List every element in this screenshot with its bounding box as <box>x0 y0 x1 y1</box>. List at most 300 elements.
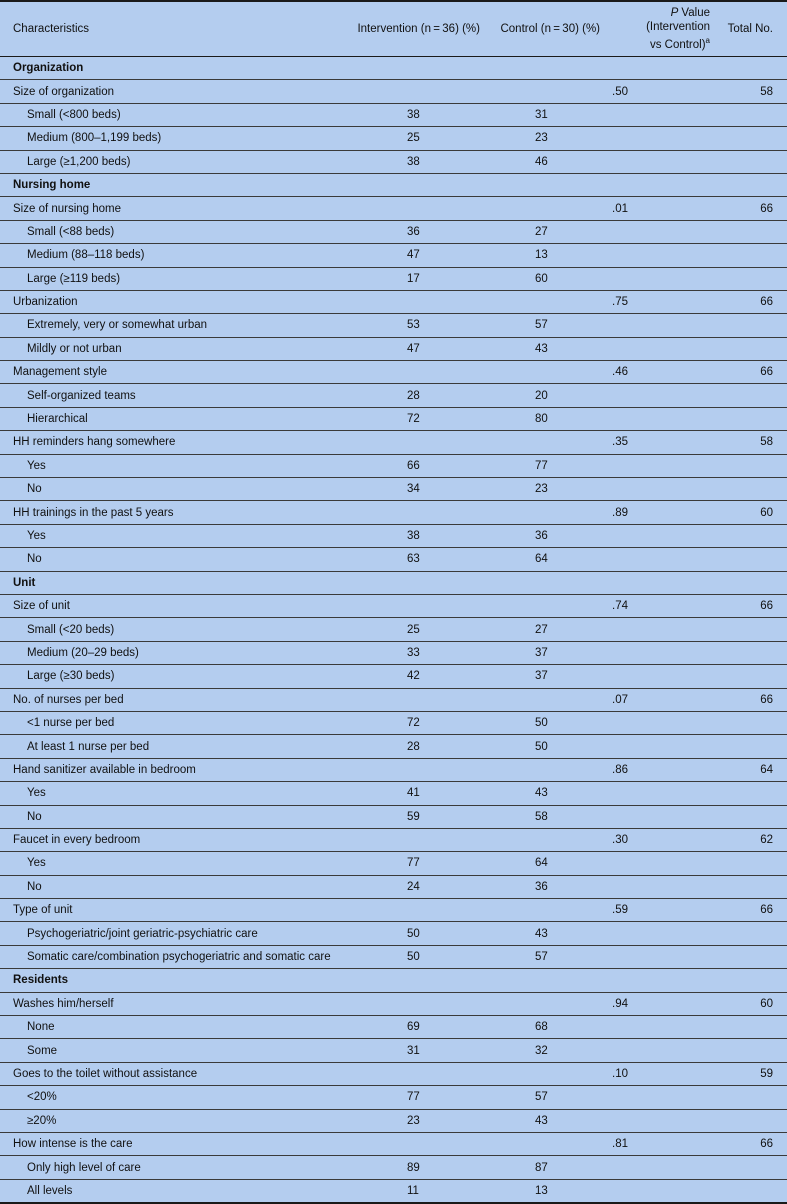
control-value: 58 <box>484 805 604 828</box>
control-value: 60 <box>484 267 604 290</box>
table-row <box>0 758 787 781</box>
row-label: Hierarchical <box>0 407 344 430</box>
intervention-value <box>344 758 484 781</box>
total-value: 64 <box>718 758 787 781</box>
p-value <box>604 805 718 828</box>
p-value <box>604 1179 718 1203</box>
table-row <box>0 150 787 173</box>
row-label: Medium (88–118 beds) <box>0 244 344 267</box>
table-row <box>0 1086 787 1109</box>
row-label: Type of unit <box>0 899 344 922</box>
control-value: 57 <box>484 1086 604 1109</box>
control-value: 36 <box>484 524 604 547</box>
p-value <box>604 1086 718 1109</box>
row-label: Large (≥119 beds) <box>0 267 344 290</box>
p-value <box>604 969 718 992</box>
control-value: 23 <box>484 127 604 150</box>
table-row <box>0 431 787 454</box>
total-value <box>718 641 787 664</box>
table-row <box>0 805 787 828</box>
row-label: Goes to the toilet without assistance <box>0 1062 344 1085</box>
p-value <box>604 875 718 898</box>
table-row <box>0 1062 787 1085</box>
header-p-rest-2: vs Control) <box>649 38 706 51</box>
table-row <box>0 80 787 103</box>
total-value <box>718 711 787 734</box>
total-value <box>718 314 787 337</box>
intervention-value: 50 <box>344 922 484 945</box>
table-row <box>0 244 787 267</box>
control-value <box>484 992 604 1015</box>
row-label: Organization <box>0 57 344 80</box>
intervention-value <box>344 290 484 313</box>
header-p-value <box>604 1 718 57</box>
intervention-value: 69 <box>344 1016 484 1039</box>
control-value: 50 <box>484 711 604 734</box>
intervention-value: 59 <box>344 805 484 828</box>
total-value <box>718 1179 787 1203</box>
table-row <box>0 384 787 407</box>
total-value: 59 <box>718 1062 787 1085</box>
control-value: 46 <box>484 150 604 173</box>
total-value <box>718 1109 787 1132</box>
table-row <box>0 1039 787 1062</box>
row-label: No <box>0 875 344 898</box>
p-value: .30 <box>604 828 718 851</box>
intervention-value: 11 <box>344 1179 484 1203</box>
row-label: No <box>0 478 344 501</box>
total-value <box>718 478 787 501</box>
total-value <box>718 150 787 173</box>
table-row <box>0 548 787 571</box>
p-value <box>604 665 718 688</box>
table-row <box>0 524 787 547</box>
row-label: How intense is the care <box>0 1132 344 1155</box>
header-control: Control (n = 30) (%) <box>484 1 604 57</box>
p-value <box>604 711 718 734</box>
p-value <box>604 173 718 196</box>
header-total: Total No. <box>718 1 787 57</box>
table-row <box>0 103 787 126</box>
p-value: .59 <box>604 899 718 922</box>
row-label: HH trainings in the past 5 years <box>0 501 344 524</box>
intervention-value: 50 <box>344 945 484 968</box>
control-value: 57 <box>484 314 604 337</box>
row-label: Yes <box>0 782 344 805</box>
control-value <box>484 361 604 384</box>
intervention-value <box>344 501 484 524</box>
table-row <box>0 454 787 477</box>
row-label: ≥20% <box>0 1109 344 1132</box>
table-row <box>0 1109 787 1132</box>
p-value: .75 <box>604 290 718 313</box>
total-value <box>718 735 787 758</box>
control-value: 50 <box>484 735 604 758</box>
control-value <box>484 57 604 80</box>
control-value: 80 <box>484 407 604 430</box>
intervention-value: 17 <box>344 267 484 290</box>
total-value <box>718 805 787 828</box>
total-value <box>718 665 787 688</box>
row-label: <20% <box>0 1086 344 1109</box>
control-value <box>484 1132 604 1155</box>
table-row <box>0 992 787 1015</box>
intervention-value: 41 <box>344 782 484 805</box>
intervention-value: 34 <box>344 478 484 501</box>
intervention-value: 66 <box>344 454 484 477</box>
intervention-value: 42 <box>344 665 484 688</box>
control-value: 27 <box>484 220 604 243</box>
control-value: 43 <box>484 1109 604 1132</box>
total-value: 66 <box>718 361 787 384</box>
intervention-value <box>344 828 484 851</box>
total-value <box>718 1086 787 1109</box>
row-label: Hand sanitizer available in bedroom <box>0 758 344 781</box>
intervention-value: 38 <box>344 103 484 126</box>
intervention-value: 24 <box>344 875 484 898</box>
table-row <box>0 1016 787 1039</box>
table-row <box>0 220 787 243</box>
row-label: No <box>0 548 344 571</box>
intervention-value <box>344 899 484 922</box>
p-value <box>604 267 718 290</box>
row-label: Size of nursing home <box>0 197 344 220</box>
table-row <box>0 127 787 150</box>
p-value: .01 <box>604 197 718 220</box>
p-value <box>604 244 718 267</box>
table-row <box>0 197 787 220</box>
control-value: 27 <box>484 618 604 641</box>
total-value <box>718 945 787 968</box>
row-label: At least 1 nurse per bed <box>0 735 344 758</box>
p-value <box>604 945 718 968</box>
control-value <box>484 899 604 922</box>
p-value <box>604 1039 718 1062</box>
control-value: 64 <box>484 852 604 875</box>
p-value <box>604 103 718 126</box>
p-value <box>604 1109 718 1132</box>
control-value: 37 <box>484 665 604 688</box>
control-value: 36 <box>484 875 604 898</box>
total-value: 66 <box>718 594 787 617</box>
p-value: .89 <box>604 501 718 524</box>
intervention-value: 28 <box>344 735 484 758</box>
p-value <box>604 735 718 758</box>
control-value <box>484 828 604 851</box>
intervention-value <box>344 1062 484 1085</box>
intervention-value: 63 <box>344 548 484 571</box>
total-value <box>718 103 787 126</box>
total-value <box>718 524 787 547</box>
intervention-value: 47 <box>344 244 484 267</box>
table-row <box>0 501 787 524</box>
row-label: Psychogeriatric/joint geriatric-psychiatric care <box>0 922 344 945</box>
total-value <box>718 1039 787 1062</box>
table-row <box>0 314 787 337</box>
p-value: .46 <box>604 361 718 384</box>
p-value <box>604 922 718 945</box>
control-value: 43 <box>484 782 604 805</box>
total-value: 66 <box>718 899 787 922</box>
total-value <box>718 173 787 196</box>
table-row <box>0 922 787 945</box>
control-value <box>484 197 604 220</box>
section-row <box>0 969 787 992</box>
total-value: 58 <box>718 80 787 103</box>
row-label: Residents <box>0 969 344 992</box>
row-label: Small (<800 beds) <box>0 103 344 126</box>
control-value: 43 <box>484 922 604 945</box>
total-value <box>718 57 787 80</box>
table-row <box>0 618 787 641</box>
row-label: Nursing home <box>0 173 344 196</box>
intervention-value <box>344 594 484 617</box>
header-characteristics: Characteristics <box>0 1 344 57</box>
row-label: No. of nurses per bed <box>0 688 344 711</box>
p-value: .86 <box>604 758 718 781</box>
table-row <box>0 1156 787 1179</box>
total-value <box>718 384 787 407</box>
total-value <box>718 1016 787 1039</box>
row-label: Size of organization <box>0 80 344 103</box>
table-row <box>0 361 787 384</box>
intervention-value <box>344 992 484 1015</box>
row-label: Urbanization <box>0 290 344 313</box>
total-value <box>718 337 787 360</box>
total-value <box>718 571 787 594</box>
p-value <box>604 548 718 571</box>
total-value <box>718 782 787 805</box>
row-label: Medium (20–29 beds) <box>0 641 344 664</box>
control-value: 37 <box>484 641 604 664</box>
control-value: 23 <box>484 478 604 501</box>
control-value: 13 <box>484 244 604 267</box>
total-value: 62 <box>718 828 787 851</box>
intervention-value: 72 <box>344 711 484 734</box>
row-label: HH reminders hang somewhere <box>0 431 344 454</box>
p-value <box>604 150 718 173</box>
row-label: Medium (800–1,199 beds) <box>0 127 344 150</box>
header-intervention: Intervention (n = 36) (%) <box>344 1 484 57</box>
p-value <box>604 618 718 641</box>
table-row <box>0 337 787 360</box>
table-row <box>0 688 787 711</box>
table-row <box>0 267 787 290</box>
p-value <box>604 641 718 664</box>
row-label: Only high level of care <box>0 1156 344 1179</box>
control-value <box>484 758 604 781</box>
total-value <box>718 875 787 898</box>
control-value: 68 <box>484 1016 604 1039</box>
p-value: .94 <box>604 992 718 1015</box>
row-label: Some <box>0 1039 344 1062</box>
total-value <box>718 127 787 150</box>
p-value <box>604 220 718 243</box>
p-value <box>604 571 718 594</box>
intervention-value: 77 <box>344 852 484 875</box>
control-value <box>484 431 604 454</box>
intervention-value: 47 <box>344 337 484 360</box>
section-row <box>0 57 787 80</box>
table-row <box>0 828 787 851</box>
control-value <box>484 688 604 711</box>
control-value <box>484 290 604 313</box>
total-value: 60 <box>718 501 787 524</box>
p-value <box>604 782 718 805</box>
p-value <box>604 1016 718 1039</box>
p-value <box>604 337 718 360</box>
row-label: Large (≥1,200 beds) <box>0 150 344 173</box>
p-value: .07 <box>604 688 718 711</box>
table-row <box>0 782 787 805</box>
total-value <box>718 220 787 243</box>
row-label: Yes <box>0 852 344 875</box>
p-value: .50 <box>604 80 718 103</box>
row-label: Faucet in every bedroom <box>0 828 344 851</box>
p-value: .74 <box>604 594 718 617</box>
table-row <box>0 594 787 617</box>
control-value <box>484 571 604 594</box>
table-header <box>0 1 787 57</box>
intervention-value: 33 <box>344 641 484 664</box>
table-row <box>0 478 787 501</box>
table-row <box>0 711 787 734</box>
total-value: 58 <box>718 431 787 454</box>
intervention-value: 53 <box>344 314 484 337</box>
total-value <box>718 407 787 430</box>
intervention-value <box>344 431 484 454</box>
table-row <box>0 899 787 922</box>
header-p-italic: P <box>670 7 679 20</box>
row-label: Unit <box>0 571 344 594</box>
total-value: 66 <box>718 197 787 220</box>
p-value: .35 <box>604 431 718 454</box>
row-label: Size of unit <box>0 594 344 617</box>
p-value: .10 <box>604 1062 718 1085</box>
row-label: Self-organized teams <box>0 384 344 407</box>
intervention-value <box>344 688 484 711</box>
p-value <box>604 384 718 407</box>
row-label: Yes <box>0 454 344 477</box>
total-value <box>718 1156 787 1179</box>
control-value <box>484 501 604 524</box>
p-value <box>604 524 718 547</box>
intervention-value: 38 <box>344 524 484 547</box>
control-value: 77 <box>484 454 604 477</box>
header-row <box>0 1 787 57</box>
control-value: 87 <box>484 1156 604 1179</box>
row-label: No <box>0 805 344 828</box>
p-value <box>604 478 718 501</box>
control-value <box>484 594 604 617</box>
total-value <box>718 922 787 945</box>
section-row <box>0 173 787 196</box>
intervention-value: 25 <box>344 618 484 641</box>
intervention-value <box>344 361 484 384</box>
table-row <box>0 735 787 758</box>
row-label: None <box>0 1016 344 1039</box>
total-value <box>718 969 787 992</box>
table-row <box>0 875 787 898</box>
table-row <box>0 852 787 875</box>
header-p-footnote: a <box>705 36 710 46</box>
row-label: Washes him/herself <box>0 992 344 1015</box>
control-value: 20 <box>484 384 604 407</box>
control-value <box>484 80 604 103</box>
total-value: 66 <box>718 688 787 711</box>
intervention-value <box>344 57 484 80</box>
control-value <box>484 173 604 196</box>
p-value <box>604 57 718 80</box>
p-value <box>604 1156 718 1179</box>
row-label: <1 nurse per bed <box>0 711 344 734</box>
intervention-value: 28 <box>344 384 484 407</box>
total-value <box>718 267 787 290</box>
row-label: Small (<88 beds) <box>0 220 344 243</box>
p-value: .81 <box>604 1132 718 1155</box>
row-label: All levels <box>0 1179 344 1203</box>
section-row <box>0 571 787 594</box>
table-row <box>0 1132 787 1155</box>
row-label: Small (<20 beds) <box>0 618 344 641</box>
total-value <box>718 618 787 641</box>
row-label: Large (≥30 beds) <box>0 665 344 688</box>
table-row <box>0 945 787 968</box>
control-value: 57 <box>484 945 604 968</box>
intervention-value: 36 <box>344 220 484 243</box>
control-value <box>484 969 604 992</box>
table-row <box>0 665 787 688</box>
table-row <box>0 641 787 664</box>
total-value <box>718 548 787 571</box>
total-value <box>718 454 787 477</box>
intervention-value <box>344 969 484 992</box>
control-value: 13 <box>484 1179 604 1203</box>
row-label: Mildly or not urban <box>0 337 344 360</box>
p-value <box>604 127 718 150</box>
control-value: 32 <box>484 1039 604 1062</box>
total-value: 66 <box>718 290 787 313</box>
total-value: 60 <box>718 992 787 1015</box>
table-row <box>0 290 787 313</box>
intervention-value: 77 <box>344 1086 484 1109</box>
table-body <box>0 57 787 1204</box>
control-value <box>484 1062 604 1085</box>
control-value: 31 <box>484 103 604 126</box>
intervention-value: 89 <box>344 1156 484 1179</box>
intervention-value <box>344 571 484 594</box>
table-row <box>0 407 787 430</box>
control-value: 43 <box>484 337 604 360</box>
intervention-value: 23 <box>344 1109 484 1132</box>
total-value: 66 <box>718 1132 787 1155</box>
intervention-value: 31 <box>344 1039 484 1062</box>
header-p-rest-1: Value (Intervention <box>646 7 710 34</box>
p-value <box>604 407 718 430</box>
intervention-value: 38 <box>344 150 484 173</box>
intervention-value <box>344 173 484 196</box>
total-value <box>718 852 787 875</box>
table-row <box>0 1179 787 1203</box>
intervention-value <box>344 1132 484 1155</box>
p-value <box>604 454 718 477</box>
intervention-value: 72 <box>344 407 484 430</box>
intervention-value <box>344 80 484 103</box>
row-label: Somatic care/combination psychogeriatric and somatic care <box>0 945 344 968</box>
total-value <box>718 244 787 267</box>
intervention-value <box>344 197 484 220</box>
row-label: Management style <box>0 361 344 384</box>
